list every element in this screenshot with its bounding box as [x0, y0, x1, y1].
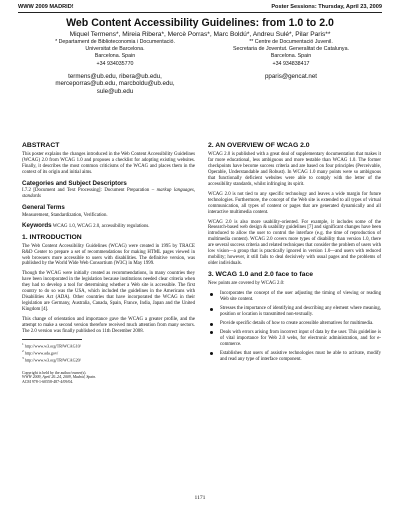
affiliation-line: * Departament de Biblioteconomia i Documentació.	[55, 39, 175, 45]
author-list: Miquel Termens*, Mireia Ribera*, Mercè Porras*, Marc Boldú*, Andreu Sulé*, Pilar Paris**	[69, 31, 331, 38]
overview-paragraph: WCAG 2.0 is published with a great deal of supplementary documentation that makes it far more educational, less ambiguous and more testable than WCAG 1.0. The former checkpoints have become success criteria and are based on four principles (Perceivable, Operable, Understandable and Robust). In WCAG 1.0 many points were so ambiguous that functionally deficient websites were able to comply with the letter of the accessibility standards, whilst infringing its spirit.	[208, 152, 381, 187]
face-to-face-intro: New points are covered by WCAG 2.0:	[208, 281, 285, 287]
categories-descriptor: I.7.2 [Document and Text Processing]: Document Preparation –	[22, 188, 157, 194]
introduction-heading: 1. INTRODUCTION	[22, 233, 82, 241]
running-header-right: Poster Sessions: Thursday, April 23, 2009	[271, 4, 382, 10]
affiliation-phone: +34 934035770	[96, 60, 134, 67]
left-column	[22, 142, 195, 385]
categories-heading: Categories and Subject Descriptors	[22, 179, 127, 187]
abstract-heading: ABSTRACT	[22, 142, 60, 149]
right-column	[208, 142, 381, 366]
overview-paragraph: WCAG 2.0 is also more usability-oriented. For example, it includes some of the Research-based web design & usability guidelines [7] and significant changes have been introduced to allow the user to control the interface (e.g. the time of reproduction of multimedia content). WCAG 2.0 covers more types of disability than version 1.0, there are several success criteria and related techniques that consider the problem of users with low vision—a group that is practically ignored in version 1.0—and users with reduced mobility; however, it still fails to deal decisively with usual pages and the problems of older individuals.	[208, 219, 381, 267]
affiliation-left	[20, 39, 210, 96]
email-line: merceporras@ub.edu, marcboldu@ub.edu,	[55, 80, 175, 88]
running-header-left: WWW 2009 MADRID!	[18, 4, 74, 10]
header-rule	[18, 12, 382, 13]
bullet-icon	[210, 323, 213, 326]
list-item-text: Deals with errors arising from incorrect input of data by the user. This guideline is of vital importance for Web 2.0 webs, for electronic administration, and for e-commerce.	[220, 329, 381, 347]
bullet-icon	[210, 331, 213, 334]
list-item-text: Provide specific details of how to create accessible alternatives for multimedia.	[220, 320, 374, 326]
page-number: 1171	[194, 495, 206, 501]
affiliation-emails	[196, 73, 386, 81]
affiliation-emails	[20, 73, 210, 96]
categories-italic: markup languages, standards	[22, 188, 196, 200]
affiliation-phone: +34 934838417	[272, 60, 310, 67]
list-item-text: Establishes that users of assistive technologies must be able to activate, modify and read any type of interface component.	[220, 350, 381, 362]
affiliation-line: Secretaria de Joventut. Generalitat de Catalunya.	[232, 46, 349, 53]
footnote-link[interactable]: http://www.ada.gov/	[24, 350, 59, 356]
affiliation-line: ** Centre de Documentació Juvenil.	[249, 39, 333, 45]
affiliation-right	[196, 39, 386, 80]
footnote-rule	[22, 339, 82, 340]
paper-title: Web Content Accessibility Guidelines: from 1.0 to 2.0	[66, 17, 334, 29]
footnote: $^3$ http://www.w3.org/TR/WCAG20/	[22, 355, 81, 363]
affiliation-line: Barcelona. Spain	[94, 53, 136, 60]
keywords-text: WCAG 1.0, WCAG 2.0, accessibility regulations.	[52, 223, 150, 229]
list-item-text: Stresses the importance of identifying and describing any element where meaning, position or location is transmitted non-textually.	[220, 306, 381, 317]
list-item	[208, 291, 381, 303]
categories-text	[22, 188, 195, 200]
keywords-label: Keywords	[22, 221, 52, 229]
list-item	[208, 330, 381, 348]
face-to-face-heading: 3. WCAG 1.0 and 2.0 face to face	[208, 271, 314, 279]
introduction-paragraph: Though the WCAG were initially created as recommendations, in many countries they have been incorporated in the legislation because institutions needed clear criteria when they had to develop a tool for determining whether a Web site is accessible. The first country to do so was the USA, which included the guidelines in the Americans with Disabilities Act (ADA). Other countries that have incorporated the WCAG in their legislation are Germany, Australia, Canada, Spain, France, India, Japan and the United Kingdom [4].	[22, 271, 195, 313]
email-line: pparis@gencat.net	[264, 72, 318, 80]
affiliation-line: Universitat de Barcelona.	[85, 46, 145, 53]
list-item	[208, 351, 381, 363]
general-terms-text: Measurement, Standardization, Verification.	[22, 212, 108, 218]
keywords-line	[22, 223, 195, 230]
bullet-list	[208, 291, 381, 363]
overview-heading: 2. AN OVERVIEW OF WCAG 2.0	[208, 142, 310, 149]
copyright-line: Copyright is held by the author/owner(s).	[22, 370, 87, 375]
footnote-link[interactable]: http://www.w3.org/TR/WCAG20/	[24, 357, 81, 363]
copyright-line: ACM 978-1-60558-487-4/09/04.	[22, 380, 74, 385]
footnote-link[interactable]: http://www.w3.org/TR/WCAG10/	[24, 343, 81, 349]
introduction-paragraph: The Web Content Accessibility Guidelines (WCAG) were created in 1995 by TRACE R&D Center to prepare a set of recommendations for making HTML pages viewed in web browsers more accessible to users with disabilities. The definitive version, was published by the World Wide Web Consortium (W3C) in May 1999.	[22, 243, 195, 267]
affiliation-line: Barcelona. Spain	[270, 53, 312, 60]
list-item	[208, 321, 381, 327]
abstract-text: This poster explains the changes introduced in the Web Content Accessibility Guidelines (WCAG) 2.0 from WCAG 1.0 and proposes a checklist for adopting existing websites. Finally, it describes the most common criticisms of the WCAG and places them in the context of its origin and initial aims.	[22, 152, 195, 175]
bullet-icon	[210, 352, 213, 355]
bullet-icon	[210, 308, 213, 311]
list-item-text: Incorporates the concept of the user adjusting the timing of viewing or reading Web site content.	[220, 291, 381, 303]
email-line: termens@ub.edu, ribera@ub.edu,	[68, 72, 162, 80]
introduction-paragraph: This change of orientation and importance gave the WCAG a greater profile, and the attempt to make a second version therefore received much attention from many sectors. The 2.0 version was finally published on 11th December 2008.	[22, 317, 195, 335]
email-line: sule@ub.edu	[96, 88, 134, 95]
general-terms-heading: General Terms	[22, 204, 65, 212]
footnote: $^2$ http://www.ada.gov/	[22, 348, 59, 356]
bullet-icon	[210, 293, 213, 296]
copyright-line: WWW 2009, April 20–24, 2009, Madrid, Spain.	[22, 375, 97, 380]
overview-paragraph: WCAG 2.0 is not tied to any specific technology and leaves a wide margin for future technologies. Furthermore, the concept of the Web site is extended to all types of virtual communication, all types of content or pages that are generated dynamically and all interactive multimedia content.	[208, 191, 381, 215]
footnote: $^1$ http://www.w3.org/TR/WCAG10/	[22, 341, 81, 349]
copyright-notice	[22, 371, 195, 385]
list-item	[208, 306, 381, 318]
